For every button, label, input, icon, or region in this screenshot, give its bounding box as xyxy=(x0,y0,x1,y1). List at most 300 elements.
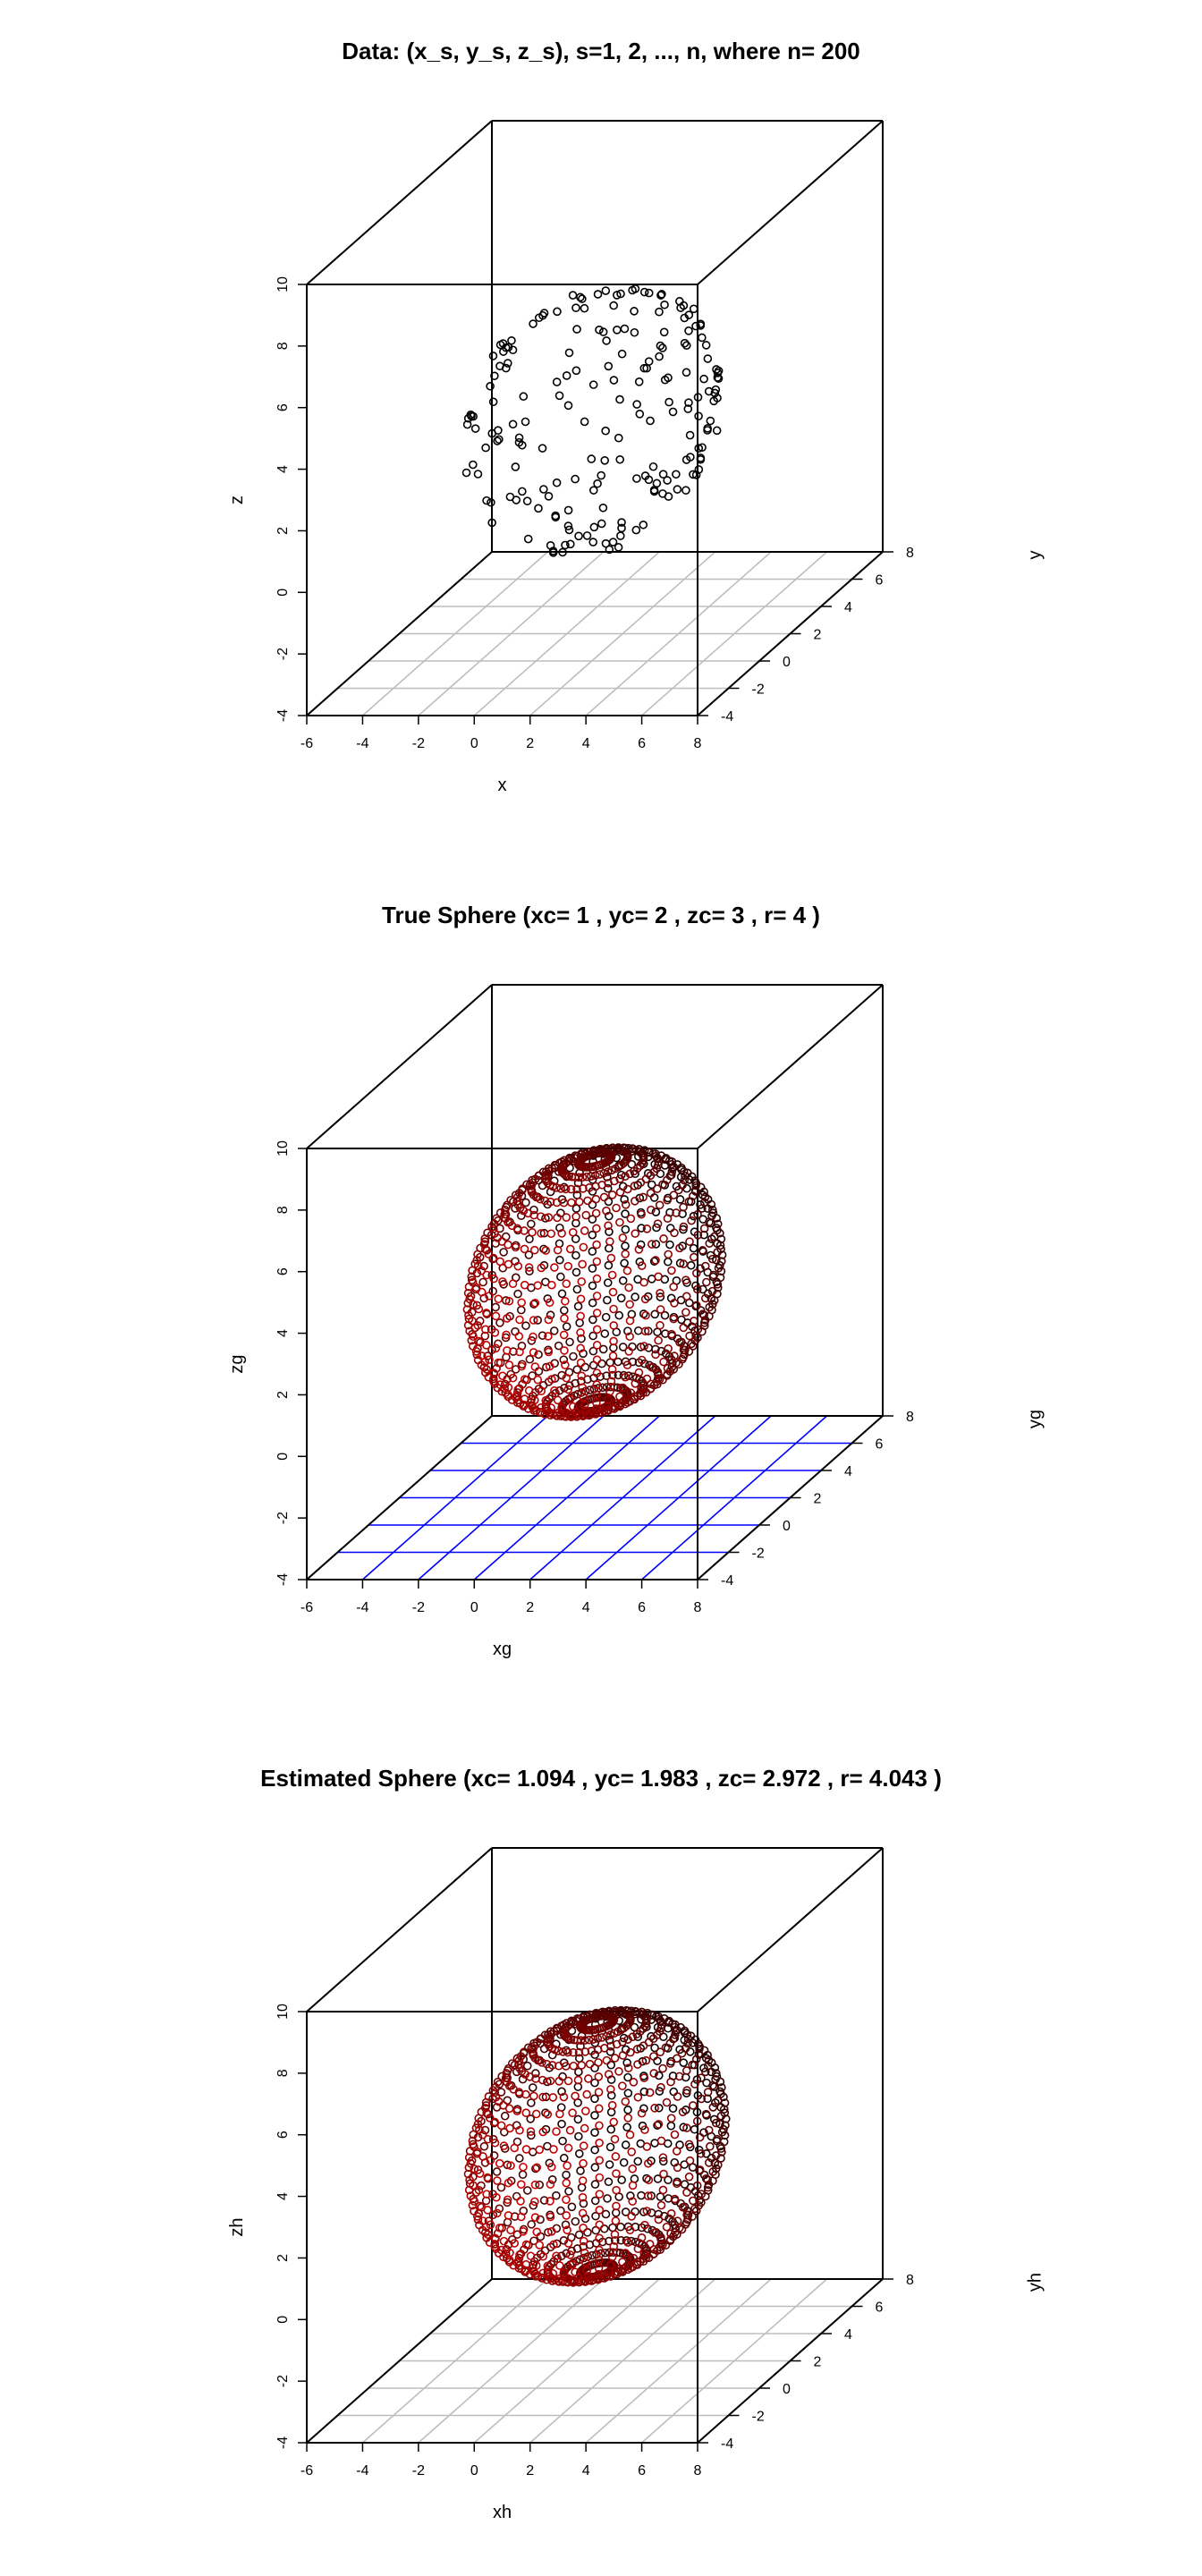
data-point xyxy=(519,487,526,495)
sphere-point xyxy=(581,1364,588,1371)
sphere-point xyxy=(605,1245,613,1252)
sphere-point xyxy=(553,2192,560,2199)
data-point xyxy=(482,445,489,452)
data-point xyxy=(490,398,497,405)
sphere-point xyxy=(601,2225,608,2233)
y-tick-label: 8 xyxy=(906,1410,914,1425)
y-tick-label: -2 xyxy=(751,682,765,698)
z-tick-label: 8 xyxy=(275,2069,291,2078)
data-point xyxy=(554,378,561,386)
panel-estimated-sphere xyxy=(227,1765,1045,2522)
x-tick-label: 4 xyxy=(581,2463,590,2479)
sphere-point xyxy=(506,2124,513,2131)
data-point xyxy=(665,493,673,500)
sphere-point xyxy=(595,2073,602,2080)
box-edge xyxy=(307,1848,492,2012)
data-point xyxy=(682,369,690,376)
data-point xyxy=(687,432,694,439)
data-point xyxy=(554,308,561,315)
sphere-point xyxy=(524,2063,531,2070)
sphere-point xyxy=(634,2157,641,2165)
sphere-point xyxy=(680,2059,687,2066)
sphere-point xyxy=(667,1224,674,1232)
sphere-point xyxy=(668,2114,675,2122)
sphere-point xyxy=(664,1250,672,1258)
sphere-point xyxy=(536,2241,543,2249)
sphere-point xyxy=(686,2157,693,2165)
sphere-point xyxy=(521,1282,529,1289)
sphere-point xyxy=(534,1282,541,1289)
data-point xyxy=(650,463,657,470)
x-axis-label: xh xyxy=(492,2503,512,2522)
data-point xyxy=(472,425,479,432)
sphere-point xyxy=(628,2148,635,2156)
sphere-point xyxy=(670,1284,677,1291)
sphere-point xyxy=(589,1300,597,1307)
sphere-point xyxy=(562,1298,569,1305)
sphere-point xyxy=(655,1273,662,1280)
data-point xyxy=(673,470,680,478)
y-tick-label: -4 xyxy=(721,1573,734,1589)
box-edge xyxy=(307,121,492,284)
sphere-point xyxy=(492,1303,499,1310)
data-point xyxy=(619,351,626,358)
sphere-point xyxy=(561,1331,568,1338)
data-point xyxy=(656,353,663,360)
sphere-point xyxy=(657,1306,664,1313)
data-point xyxy=(673,486,681,493)
x-axis-ticks xyxy=(300,716,702,751)
data-point xyxy=(508,337,515,344)
sphere-point xyxy=(609,1272,616,1279)
x-tick-label: -2 xyxy=(411,1600,425,1615)
sphere-point xyxy=(578,2062,585,2069)
data-point xyxy=(470,462,477,469)
y-tick-label: 6 xyxy=(875,2300,884,2316)
sphere-point xyxy=(688,1262,695,1269)
sphere-point xyxy=(630,2182,637,2189)
data-point xyxy=(588,455,595,462)
z-tick-label: -2 xyxy=(275,2375,291,2388)
y-tick-label: -4 xyxy=(721,2436,734,2452)
sphere-point xyxy=(556,1257,563,1264)
data-point xyxy=(572,304,580,311)
sphere-point xyxy=(596,2221,603,2228)
sphere-point xyxy=(618,2176,625,2183)
x-tick-label: 8 xyxy=(693,1600,702,1615)
data-point xyxy=(520,393,527,400)
data-point xyxy=(601,457,608,464)
sphere-point xyxy=(659,2065,666,2072)
sphere-point xyxy=(573,1285,580,1292)
z-tick-label: 4 xyxy=(275,2192,291,2201)
sphere-point xyxy=(483,1342,490,1349)
y-axis-label: yh xyxy=(1025,2272,1045,2292)
sphere-point xyxy=(563,2196,570,2203)
sphere-point xyxy=(497,2184,504,2191)
data-point xyxy=(487,499,495,506)
data-point xyxy=(616,396,623,403)
x-tick-label: -6 xyxy=(300,1600,314,1615)
sphere-point xyxy=(610,2118,617,2125)
sphere-point xyxy=(607,2126,614,2133)
sphere-point xyxy=(624,2106,631,2114)
data-point xyxy=(474,470,481,478)
x-tick-label: -4 xyxy=(356,1600,369,1615)
x-tick-label: 4 xyxy=(581,736,590,751)
sphere-point xyxy=(683,1292,690,1300)
sphere-point xyxy=(654,1185,661,1192)
y-tick-label: 2 xyxy=(813,627,822,643)
sphere-point xyxy=(596,2157,603,2164)
sphere-point xyxy=(551,1327,558,1335)
data-point xyxy=(590,523,597,530)
sphere-point xyxy=(571,2092,579,2099)
sphere-point xyxy=(496,1258,504,1265)
z-tick-label: 10 xyxy=(275,276,291,292)
y-tick-label: 6 xyxy=(875,1436,884,1453)
data-point xyxy=(646,290,653,297)
sphere-point xyxy=(578,1372,585,1379)
sphere-point xyxy=(510,1280,517,1287)
sphere-point xyxy=(556,2262,563,2269)
sphere-point xyxy=(563,2162,571,2169)
z-tick-label: 10 xyxy=(275,2004,291,2020)
sphere-point xyxy=(511,2144,518,2151)
sphere-point xyxy=(578,1295,585,1302)
sphere-point xyxy=(660,1359,667,1366)
sphere-point xyxy=(671,2131,678,2138)
sphere-point xyxy=(591,2181,598,2188)
sphere-point xyxy=(690,2102,697,2109)
data-point xyxy=(615,435,622,442)
sphere-point xyxy=(533,2110,540,2117)
sphere-point xyxy=(518,2181,525,2188)
data-point xyxy=(495,436,503,443)
y-axis-ticks xyxy=(698,546,914,724)
data-point xyxy=(602,428,609,435)
sphere-point xyxy=(622,1226,629,1233)
sphere-point xyxy=(606,1238,614,1245)
sphere-point xyxy=(652,1351,659,1358)
data-point xyxy=(594,480,601,487)
data-point xyxy=(510,420,517,428)
x-tick-label: 2 xyxy=(526,736,535,751)
sphere-point xyxy=(529,1229,536,1236)
sphere-point xyxy=(580,2142,588,2149)
sphere-point xyxy=(504,1260,512,1267)
data-point xyxy=(463,470,470,477)
data-point xyxy=(631,308,638,315)
sphere-point xyxy=(568,2203,575,2210)
axis-box xyxy=(307,121,883,716)
z-tick-label: 2 xyxy=(275,1390,291,1399)
data-point xyxy=(599,504,606,512)
sphere-point xyxy=(549,2094,556,2101)
sphere-point xyxy=(526,1356,533,1363)
sphere-point xyxy=(596,2089,603,2096)
z-tick-label: 4 xyxy=(275,1329,291,1338)
sphere-point xyxy=(666,1241,673,1249)
box-edge xyxy=(307,985,492,1148)
y-tick-label: 4 xyxy=(844,600,852,615)
data-point xyxy=(704,355,711,362)
sphere-point xyxy=(606,2161,614,2168)
sphere-point xyxy=(603,1314,610,1321)
data-point xyxy=(700,376,707,383)
data-point xyxy=(633,401,640,408)
x-tick-label: 0 xyxy=(470,1600,478,1615)
data-point xyxy=(695,412,702,419)
sphere-point xyxy=(610,1289,617,1296)
sphere-point xyxy=(561,1307,568,1314)
x-axis-label: xg xyxy=(492,1640,512,1659)
data-point xyxy=(589,538,597,546)
data-point xyxy=(581,418,588,425)
sphere-point xyxy=(522,2109,529,2116)
chart-title: Estimated Sphere (xc= 1.094 , yc= 1.983 , zc= 2.972 , r= 4.043 ) xyxy=(260,1765,942,1792)
sphere-point xyxy=(559,2138,566,2145)
data-point xyxy=(584,532,591,539)
sphere-point xyxy=(574,2115,581,2123)
x-axis-label: x xyxy=(497,775,507,795)
data-point xyxy=(614,326,621,334)
data-point xyxy=(621,326,628,333)
data-point xyxy=(563,372,571,379)
sphere-point xyxy=(667,2123,674,2130)
sphere-point xyxy=(596,2122,603,2129)
z-axis-label: zg xyxy=(227,1354,247,1374)
sphere-point xyxy=(516,2155,523,2162)
x-tick-label: 6 xyxy=(638,1600,647,1615)
sphere-point xyxy=(588,1248,596,1255)
sphere-point xyxy=(524,2187,531,2194)
data-point xyxy=(636,378,643,386)
sphere-point xyxy=(542,1247,549,1254)
y-tick-label: 2 xyxy=(813,1491,822,1507)
data-point xyxy=(556,392,563,399)
sphere-point xyxy=(707,2143,714,2150)
data-points xyxy=(463,1144,725,1420)
sphere-point xyxy=(622,1242,629,1250)
x-tick-label: 6 xyxy=(638,736,647,751)
z-tick-label: 10 xyxy=(275,1140,291,1157)
sphere-point xyxy=(608,2108,615,2115)
sphere-point xyxy=(480,2143,487,2150)
data-points xyxy=(464,2007,729,2286)
sphere-point xyxy=(629,2165,636,2173)
sphere-point xyxy=(553,2128,560,2135)
data-point xyxy=(570,292,577,299)
sphere-point xyxy=(605,1279,612,1286)
sphere-point xyxy=(584,1197,591,1204)
data-point xyxy=(512,463,519,470)
sphere-point xyxy=(594,1326,601,1333)
sphere-point xyxy=(623,2123,631,2131)
sphere-point xyxy=(514,1291,521,1298)
data-point xyxy=(522,418,529,425)
x-axis-ticks xyxy=(300,1580,702,1615)
sphere-point xyxy=(658,2137,665,2144)
x-tick-label: -4 xyxy=(356,736,369,751)
sphere-point xyxy=(589,1316,597,1323)
sphere-point xyxy=(592,2197,599,2204)
sphere-point xyxy=(594,1292,601,1300)
sphere-point xyxy=(484,2207,491,2214)
data-point xyxy=(524,497,531,504)
sphere-point xyxy=(593,1241,600,1249)
data-point xyxy=(707,418,714,425)
chart-title: Data: (x_s, y_s, z_s), s=1, 2, ..., n, where n= 200 xyxy=(342,38,860,64)
sphere-point xyxy=(522,1322,529,1329)
z-tick-label: -4 xyxy=(275,708,291,723)
sphere-point xyxy=(596,2174,603,2181)
y-tick-label: 0 xyxy=(783,2382,791,2397)
sphere-point xyxy=(544,2111,551,2118)
sphere-point xyxy=(581,1227,588,1234)
sphere-point xyxy=(598,1360,605,1368)
data-point xyxy=(615,544,622,551)
sphere-point xyxy=(643,2143,650,2150)
sphere-point xyxy=(627,1215,634,1222)
x-tick-label: 8 xyxy=(693,736,702,751)
sphere-point xyxy=(570,2063,577,2070)
sphere-point xyxy=(570,1352,577,1360)
sphere-point xyxy=(506,2105,513,2112)
z-tick-label: -4 xyxy=(275,1572,291,1587)
sphere-point xyxy=(610,1306,617,1313)
y-tick-label: 4 xyxy=(844,2327,852,2343)
sphere-point xyxy=(513,2193,521,2200)
sphere-point xyxy=(507,2226,514,2233)
sphere-point xyxy=(577,2167,584,2174)
sphere-point xyxy=(613,2187,620,2194)
sphere-point xyxy=(655,2216,662,2223)
sphere-point xyxy=(604,2195,611,2202)
data-point xyxy=(572,367,580,374)
sphere-point xyxy=(605,1198,612,1205)
sphere-point xyxy=(503,1233,510,1241)
sphere-point xyxy=(659,2186,666,2193)
sphere-point xyxy=(572,1251,580,1258)
sphere-point xyxy=(605,1262,612,1269)
data-point xyxy=(573,326,580,333)
sphere-point xyxy=(587,2061,594,2068)
data-point xyxy=(489,352,496,360)
sphere-point xyxy=(567,2127,574,2134)
data-point xyxy=(598,520,605,527)
sphere-point xyxy=(615,2068,622,2075)
data-point xyxy=(653,479,660,487)
sphere-point xyxy=(624,2114,631,2122)
y-tick-label: -4 xyxy=(721,709,734,724)
sphere-point xyxy=(516,1316,523,1323)
data-point xyxy=(577,293,584,301)
sphere-point xyxy=(576,1199,583,1206)
sphere-point xyxy=(538,1213,545,1220)
sphere-point xyxy=(621,1259,628,1267)
sphere-point xyxy=(561,1315,568,1322)
data-point xyxy=(571,476,579,483)
sphere-point xyxy=(518,1299,525,1306)
sphere-point xyxy=(638,2192,645,2199)
sphere-point xyxy=(603,2057,610,2064)
sphere-point xyxy=(655,1337,662,1344)
data-point xyxy=(685,327,692,335)
sphere-point xyxy=(613,1205,620,1212)
data-point xyxy=(682,487,690,494)
sphere-point xyxy=(621,2159,628,2166)
data-point xyxy=(483,497,490,504)
sphere-point xyxy=(656,1201,664,1208)
sphere-point xyxy=(596,2105,603,2112)
sphere-point xyxy=(578,1278,585,1285)
y-tick-label: 8 xyxy=(906,2273,914,2288)
data-point xyxy=(690,305,698,312)
sphere-point xyxy=(580,1243,587,1250)
sphere-point xyxy=(570,1229,577,1236)
data-point xyxy=(647,417,654,424)
sphere-point xyxy=(528,1220,535,1227)
data-point xyxy=(660,470,667,478)
sphere-point xyxy=(664,1258,672,1266)
x-tick-label: 6 xyxy=(638,2463,647,2479)
z-tick-label: -2 xyxy=(275,1512,291,1525)
sphere-point xyxy=(575,2133,582,2140)
sphere-point xyxy=(677,1196,684,1203)
sphere-point xyxy=(579,1260,586,1267)
sphere-point xyxy=(567,1245,574,1252)
z-tick-label: -4 xyxy=(275,2436,291,2450)
sphere-point xyxy=(618,1294,625,1301)
sphere-point xyxy=(581,2124,588,2131)
sphere-point xyxy=(557,1273,564,1280)
sphere-point xyxy=(630,2079,637,2086)
sphere-point xyxy=(529,2084,537,2091)
z-axis-ticks xyxy=(275,2004,307,2449)
sphere-point xyxy=(589,1282,597,1289)
z-axis-label: zh xyxy=(227,2217,247,2237)
sphere-point xyxy=(512,1328,519,1335)
sphere-point xyxy=(612,2055,619,2062)
panel-data-scatter xyxy=(227,38,1045,795)
sphere-point xyxy=(612,2217,619,2224)
sphere-point xyxy=(564,1263,571,1270)
sphere-point xyxy=(624,2089,631,2097)
sphere-point xyxy=(517,2198,524,2205)
sphere-point xyxy=(548,1282,555,1289)
sphere-point xyxy=(563,2180,570,2187)
x-tick-label: -6 xyxy=(300,2463,314,2479)
y-tick-label: -2 xyxy=(751,2409,765,2425)
data-point xyxy=(631,329,638,336)
x-tick-label: 8 xyxy=(693,2463,702,2479)
sphere-point xyxy=(610,1352,617,1360)
sphere-point xyxy=(565,2188,572,2195)
sphere-point xyxy=(572,1268,580,1275)
sphere-point xyxy=(566,1338,573,1345)
sphere-point xyxy=(686,1238,693,1245)
data-point xyxy=(546,493,553,500)
sphere-point xyxy=(575,1302,582,1309)
sphere-point xyxy=(648,2209,656,2216)
sphere-point xyxy=(594,1309,601,1317)
sphere-point xyxy=(645,2176,652,2183)
z-tick-label: 0 xyxy=(275,2315,291,2324)
sphere-point xyxy=(645,1344,652,1352)
z-tick-label: 0 xyxy=(275,1452,291,1461)
sphere-point xyxy=(563,2212,570,2219)
